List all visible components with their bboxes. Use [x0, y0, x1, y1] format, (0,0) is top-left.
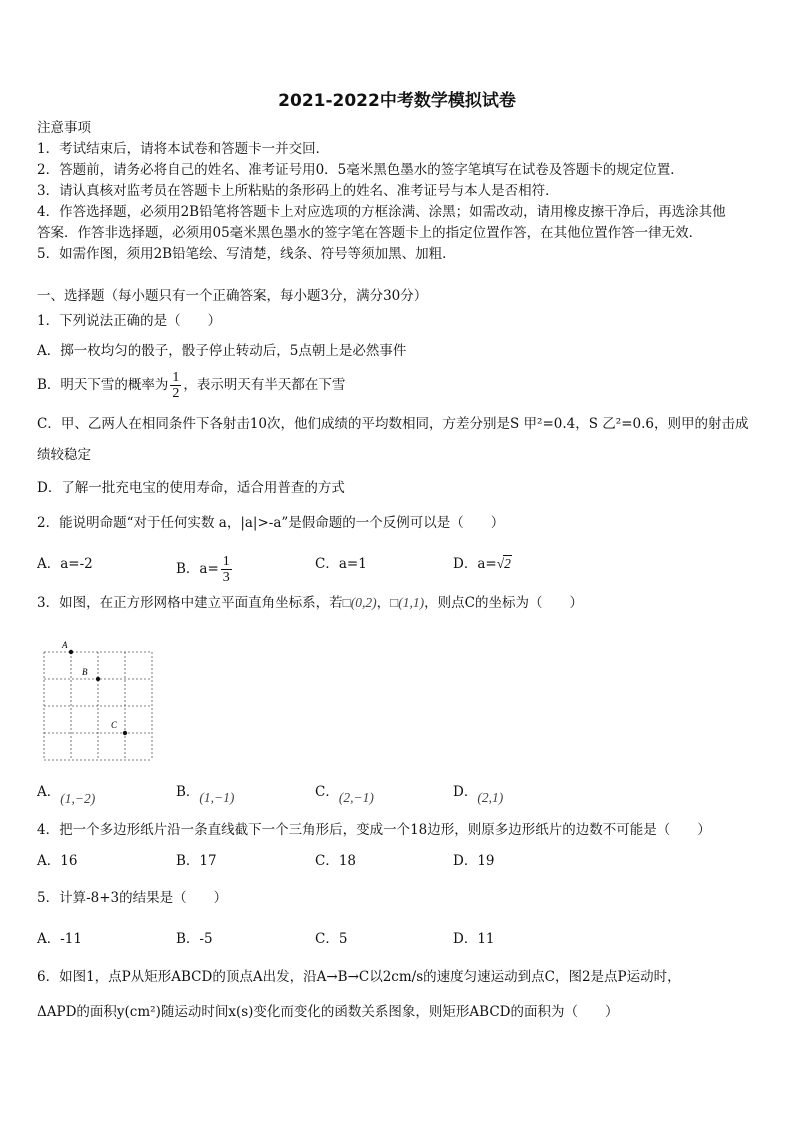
q2-option-d-pre: D．a= — [453, 556, 497, 572]
q5-stem: 5．计算-8+3的结果是（ ） — [37, 890, 228, 906]
q6-line-2: ΔAPD的面积y(cm²)随运动时间x(s)变化而变化的函数关系图象，则矩形ABCD的面积为（ ） — [37, 1004, 619, 1020]
q3-option-c — [315, 782, 374, 805]
coordinate-grid — [40, 638, 156, 762]
q2-option-c: C．a=1 — [315, 556, 367, 572]
radicand: 2 — [504, 556, 511, 571]
q1-option-b-post: ，表示明天有半天都在下雪 — [183, 377, 346, 393]
fraction — [221, 554, 232, 585]
notice-item: 5．如需作图，须用2B铅笔绘、写清楚，线条、符号等须加黑、加粗． — [37, 246, 456, 262]
q4-option-a: A．16 — [37, 853, 78, 869]
q3-option-b-label: B． — [176, 784, 200, 800]
grid-label-c: C — [111, 720, 118, 730]
grid-point-c — [123, 731, 127, 735]
notice-item: 2．答题前，请务必将自己的姓名、准考证号用0．5毫米黑色墨水的签字笔填写在试卷及答题卡的规定位置． — [37, 162, 684, 178]
notice-item: 1．考试结束后，请将本试卷和答题卡一并交回． — [37, 141, 330, 157]
q4-option-d: D．19 — [453, 853, 495, 869]
q3-option-c-value: (2,−1) — [338, 790, 374, 805]
q3-point-a: □(0,2) — [342, 595, 377, 610]
notice-item: 4．作答选择题，必须用2B铅笔将答题卡上对应选项的方框涂满、涂黑；如需改动，请用橡皮擦干净后，再选涂其他 — [37, 204, 726, 220]
page-title: 2021-2022中考数学模拟试卷 — [278, 91, 516, 111]
section-heading: 一、选择题（每小题只有一个正确答案，每小题3分，满分30分） — [37, 288, 428, 304]
notice-item: 答案．作答非选择题，必须用05毫米黑色墨水的签字笔在答题卡上的指定位置作答，在其他位置作答一律无效． — [37, 225, 703, 241]
grid-point-a — [69, 650, 73, 654]
q6-line-1: 6．如图1，点P从矩形ABCD的顶点A出发，沿A→B→C以2cm/s的速度匀速运动到点C，图2是点P运动时， — [37, 969, 681, 985]
q2-option-d — [453, 554, 512, 574]
q2-option-a: A．a=-2 — [37, 556, 93, 572]
q3-option-c-label: C． — [315, 784, 339, 800]
notice-item: 3．请认真核对监考员在答题卡上所粘贴的条形码上的姓名、准考证号与本人是否相符． — [37, 183, 559, 199]
q3-option-d — [453, 782, 504, 805]
q5-option-c: C．5 — [315, 931, 348, 947]
q2-option-b-pre: B．a= — [176, 561, 219, 577]
fraction-numerator: 1 — [172, 370, 180, 385]
fraction-numerator: 1 — [222, 554, 230, 569]
fraction-denominator: 3 — [222, 570, 230, 585]
q4-stem: 4．把一个多边形纸片沿一条直线截下一个三角形后，变成一个18边形，则原多边形纸片的边数不可能是（ ） — [37, 822, 711, 838]
q1-option-d: D．了解一批充电宝的使用寿命，适合用普查的方式 — [37, 480, 345, 496]
fraction — [170, 370, 181, 401]
grid-label-a: A — [62, 640, 68, 650]
q5-option-d: D．11 — [453, 931, 495, 947]
grid-point-b — [96, 677, 100, 681]
q1-stem: 1．下列说法正确的是（ ） — [37, 313, 222, 329]
q3-stem-post: ，则点C的坐标为（ ） — [424, 595, 583, 611]
q1-option-a: A．掷一枚均匀的骰子，骰子停止转动后，5点朝上是必然事件 — [37, 343, 407, 359]
q2-stem: 2．能说明命题“对于任何实数 a，|a|>-a”是假命题的一个反例可以是（ ） — [37, 515, 505, 531]
q1-option-b-pre: B．明天下雪的概率为 — [37, 377, 169, 393]
q3-option-a-value: (1,−2) — [60, 791, 96, 806]
q3-option-b — [176, 782, 235, 805]
q3-option-a — [37, 782, 96, 806]
q2-option-b — [176, 554, 234, 585]
q3-option-b-value: (1,−1) — [199, 790, 235, 805]
grid-lines — [44, 652, 152, 760]
q5-option-b: B．-5 — [176, 931, 213, 947]
q1-option-b — [37, 370, 345, 401]
grid-figure — [40, 638, 156, 766]
q3-stem — [37, 593, 583, 613]
q3-stem-pre: 3．如图，在正方形网格中建立平面直角坐标系，若 — [37, 595, 343, 611]
fraction-denominator: 2 — [172, 386, 180, 401]
square-root: √2 — [496, 556, 511, 571]
q3-option-d-label: D． — [453, 784, 478, 800]
q1-option-c-cont: 绩较稳定 — [37, 447, 91, 463]
q3-separator: ， — [376, 595, 391, 611]
q5-option-a: A．-11 — [37, 931, 82, 947]
notice-heading: 注意事项 — [37, 120, 91, 136]
q4-option-c: C．18 — [315, 853, 357, 869]
q3-point-b: □(1,1) — [390, 595, 425, 610]
q3-option-d-value: (2,1) — [477, 790, 504, 805]
q4-option-b: B．17 — [176, 853, 217, 869]
q3-option-a-label: A． — [37, 784, 61, 800]
q1-option-c: C．甲、乙两人在相同条件下各射击10次，他们成绩的平均数相同，方差分别是S 甲²=0.4，S 乙²=0.6，则甲的射击成 — [37, 416, 749, 432]
grid-label-b: B — [82, 667, 88, 677]
